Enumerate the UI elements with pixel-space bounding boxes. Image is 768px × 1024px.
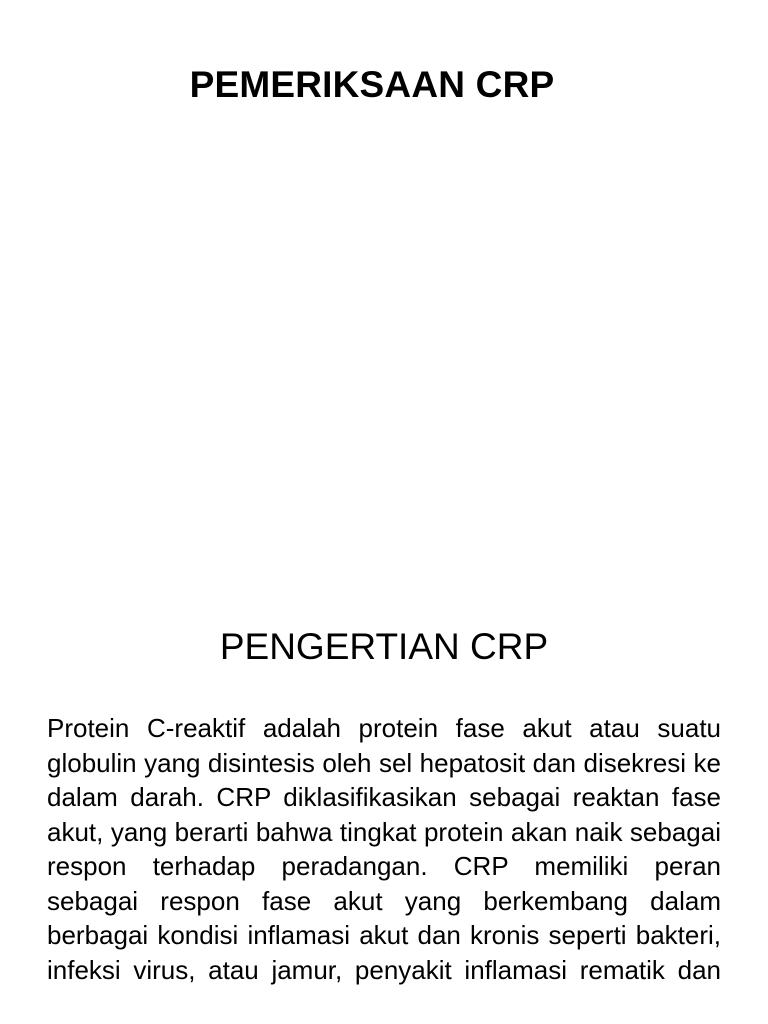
- slide-title: PEMERIKSAAN CRP: [189, 64, 555, 105]
- body-paragraph: Protein C-reaktif adalah protein fase akut atau suatu globulin yang disintesis oleh sel hepatosit dan disekresi ke dalam darah. CRP diklasifikasikan sebagai reaktan fase akut, yang berarti bahwa tingkat protein akan naik sebagai respon terhadap peradangan. CRP memiliki peran sebagai respon fase akut yang berkembang dalam berbagai kondisi inflamasi akut dan kronis seperti bakteri, infeksi virus, atau jamur, penyakit inflamasi rematik dan: [47, 713, 721, 985]
- section-heading: PENGERTIAN CRP: [219, 626, 549, 667]
- slide-definition: [0, 560, 768, 1024]
